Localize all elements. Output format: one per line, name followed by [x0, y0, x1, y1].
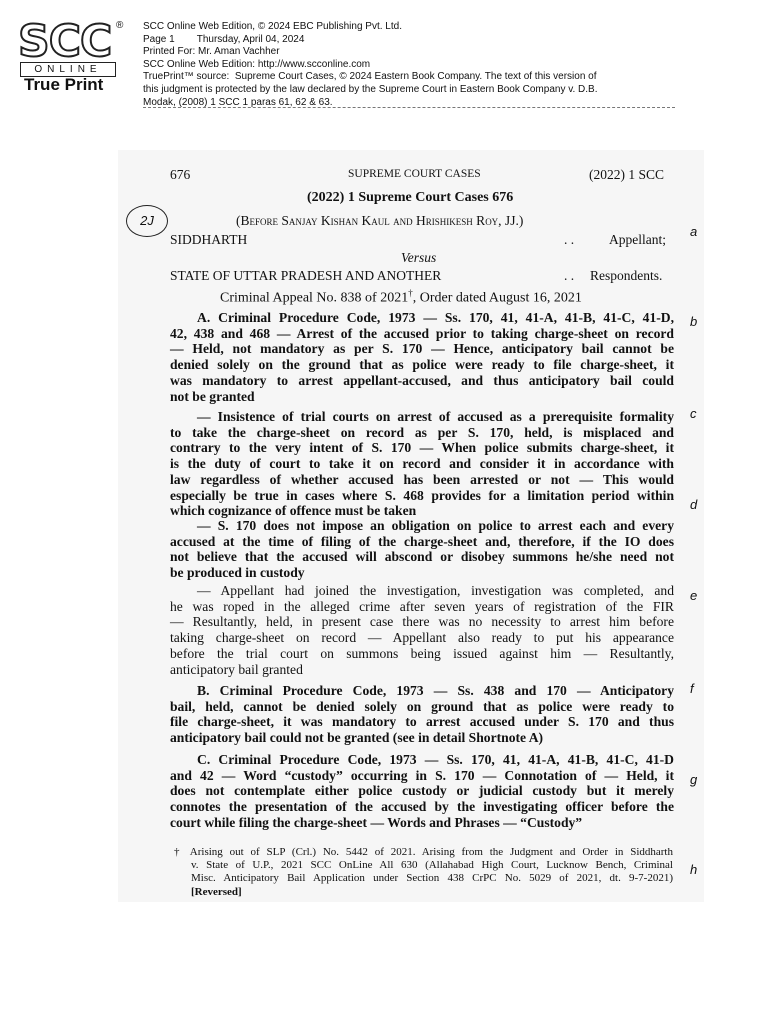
headnote-line: not be granted — [170, 388, 255, 404]
appellant-role: Appellant; — [609, 232, 666, 247]
headnote-line: court while filing the charge-sheet — Words and Phrases — “Custody” — [170, 814, 583, 830]
respondent-name: STATE OF UTTAR PRADESH AND ANOTHER — [170, 268, 442, 283]
header-divider — [143, 107, 675, 108]
header-line: SCC Online Web Edition, © 2024 EBC Publishing Pvt. Ltd. — [143, 21, 402, 32]
headnote-line: not believe that the accused will abscond or disobey summons he/she need not — [170, 549, 674, 565]
logo-scc-text: SCC — [18, 16, 112, 67]
headnote-line: file charge-sheet, it was mandatory to arrest accused under S. 170 and thus — [170, 714, 674, 730]
footnote-line: † Arising out of SLP (Crl.) No. 5442 of 2021. Arising from the Judgment and Order in Siddharth — [174, 846, 673, 858]
scc-online-logo — [18, 16, 130, 94]
headnote-line: taking charge-sheet on record — Appellant also ready to put his appearance — [170, 630, 674, 646]
appeal-date: , Order dated August 16, 2021 — [412, 290, 582, 306]
case-title: (2022) 1 Supreme Court Cases 676 — [307, 190, 514, 205]
headnote-line: law regardless of whether accused has been arrested or not — This would — [170, 471, 674, 487]
headnote-line: was mandatory to arrest appellant-accused, and thus anticipatory bail could — [170, 372, 674, 388]
headnote-line: bail, held, cannot be denied solely on ground that as police were ready to — [170, 698, 674, 714]
headnote-text: A. Criminal Procedure Code, 1973 — Ss. 170, 41, 41-A, 41-B, 41-C, 41-D, — [197, 310, 674, 325]
appeal-dagger: † — [408, 288, 413, 298]
margin-letter-b: b — [690, 314, 698, 329]
respondent-dots: . . — [564, 268, 575, 283]
print-header — [143, 21, 703, 109]
running-head: SUPREME COURT CASES — [348, 168, 481, 180]
header-line: SCC Online Web Edition: http://www.scconline.com — [143, 58, 371, 70]
bench-mark: 2J — [126, 205, 168, 237]
logo-registered-mark: ® — [116, 20, 124, 31]
header-line: TruePrint™ source: Supreme Court Cases, © 2024 Eastern Book Company. The text of this version of — [143, 71, 597, 83]
headnote-line: to take the charge-sheet on record as per S. 170, held, is misplaced and — [170, 424, 674, 440]
headnote-line: C. Criminal Procedure Code, 1973 — Ss. 170, 41, 41-A, 41-B, 41-C, 41-D — [197, 752, 674, 767]
respondent-role: Respondents. — [590, 268, 663, 283]
citation-head: (2022) 1 SCC — [589, 167, 665, 182]
headnote-line: is the duty of court to take it on record and consider it in accordance with — [170, 456, 674, 472]
header-line: Printed For: Mr. Aman Vachher — [143, 46, 280, 58]
header-line: Page 1 Thursday, April 04, 2024 — [143, 33, 305, 45]
headnote-line: does not contemplate either police custody or judicial custody but it merely — [170, 783, 674, 799]
headnote-a — [170, 310, 674, 404]
headnote-line: he was roped in the alleged crime after seven years of registration of the FIR — [170, 598, 674, 614]
logo-trueprint-text: True Print — [24, 75, 104, 94]
footnote-line: v. State of U.P., 2021 SCC OnLine All 630 (Allahabad High Court, Lucknow Bench, Criminal — [191, 859, 673, 872]
bench-line: (Before Sanjay Kishan Kaul and Hrishikesh Roy, JJ.) — [236, 213, 524, 228]
headnote-line: connotes the presentation of the accused by the investigating officer before the — [170, 799, 674, 815]
headnote-line: — Appellant had joined the investigation, investigation was completed, and — [197, 583, 674, 598]
margin-letter-d: d — [690, 497, 698, 512]
margin-letter-c: c — [690, 406, 697, 421]
headnote-line: accused at the time of filing of the charge-sheet and, therefore, if the IO does — [170, 533, 674, 549]
headnote-line: especially be true in cases where S. 468 provides for a limitation period within — [170, 487, 674, 503]
appellant-dots: . . — [564, 232, 575, 247]
headnote-a-3 — [170, 518, 674, 581]
header-line: Modak, (2008) 1 SCC 1 paras 61, 62 & 63. — [143, 96, 333, 108]
page-number: 676 — [170, 167, 191, 182]
headnote-line: — Held, not mandatory as per S. 170 — Hence, anticipatory bail cannot be — [170, 341, 674, 357]
logo-online-text: ONLINE — [20, 62, 116, 77]
margin-letter-h: h — [690, 862, 698, 877]
appeal-line — [220, 288, 582, 307]
margin-letter-g: g — [690, 772, 698, 787]
headnote-line: be produced in custody — [170, 565, 305, 581]
headnote-line: — Insistence of trial courts on arrest of accused as a prerequisite formality — [197, 409, 674, 424]
headnote-c — [170, 752, 674, 831]
margin-letter-f: f — [690, 681, 694, 696]
header-line: this judgment is protected by the law declared by the Supreme Court in Eastern Book Company v. D.B. — [143, 83, 598, 95]
appellant-name: SIDDHARTH — [170, 232, 248, 247]
headnote-line: 42, 438 and 468 — Arrest of the accused prior to taking charge-sheet on record — [170, 325, 674, 341]
headnote-b — [170, 683, 674, 746]
headnote-line: and 42 — Word “custody” occurring in S. 170 — Connotation of — Held, it — [170, 767, 674, 783]
margin-letter-e: e — [690, 588, 698, 603]
headnote-a-4 — [170, 583, 674, 677]
footnote-line: [Reversed] — [191, 885, 242, 898]
headnote-line: — S. 170 does not impose an obligation on police to arrest each and every — [197, 518, 674, 533]
footnote-line: Misc. Anticipatory Bail Application under Section 438 CrPC No. 5029 of 2021, dt. 9-7-2021) — [191, 872, 673, 885]
headnote-line: anticipatory bail could not be granted (see in detail Shortnote A) — [170, 730, 544, 746]
headnote-line: denied solely on the ground that as police were ready to file charge-sheet, it — [170, 357, 674, 373]
footnote — [174, 846, 673, 899]
headnote-line: which cognizance of offence must be taken — [170, 503, 417, 519]
headnote-a-2 — [170, 409, 674, 519]
appeal-number: Criminal Appeal No. 838 of 2021 — [220, 290, 409, 306]
versus: Versus — [401, 250, 437, 265]
headnote-line: contrary to the very intent of S. 170 — When police submits charge-sheet, it — [170, 440, 674, 456]
headnote-line: — Resultantly, held, in present case there was no necessity to arrest him before — [170, 614, 674, 630]
headnote-line — [170, 310, 674, 326]
headnote-line: B. Criminal Procedure Code, 1973 — Ss. 438 and 170 — Anticipatory — [197, 683, 674, 698]
headnote-line: anticipatory bail granted — [170, 661, 303, 677]
margin-letter-a: a — [690, 224, 698, 239]
headnote-line: before the trial court on summons being issued against him — Resultantly, — [170, 645, 674, 661]
